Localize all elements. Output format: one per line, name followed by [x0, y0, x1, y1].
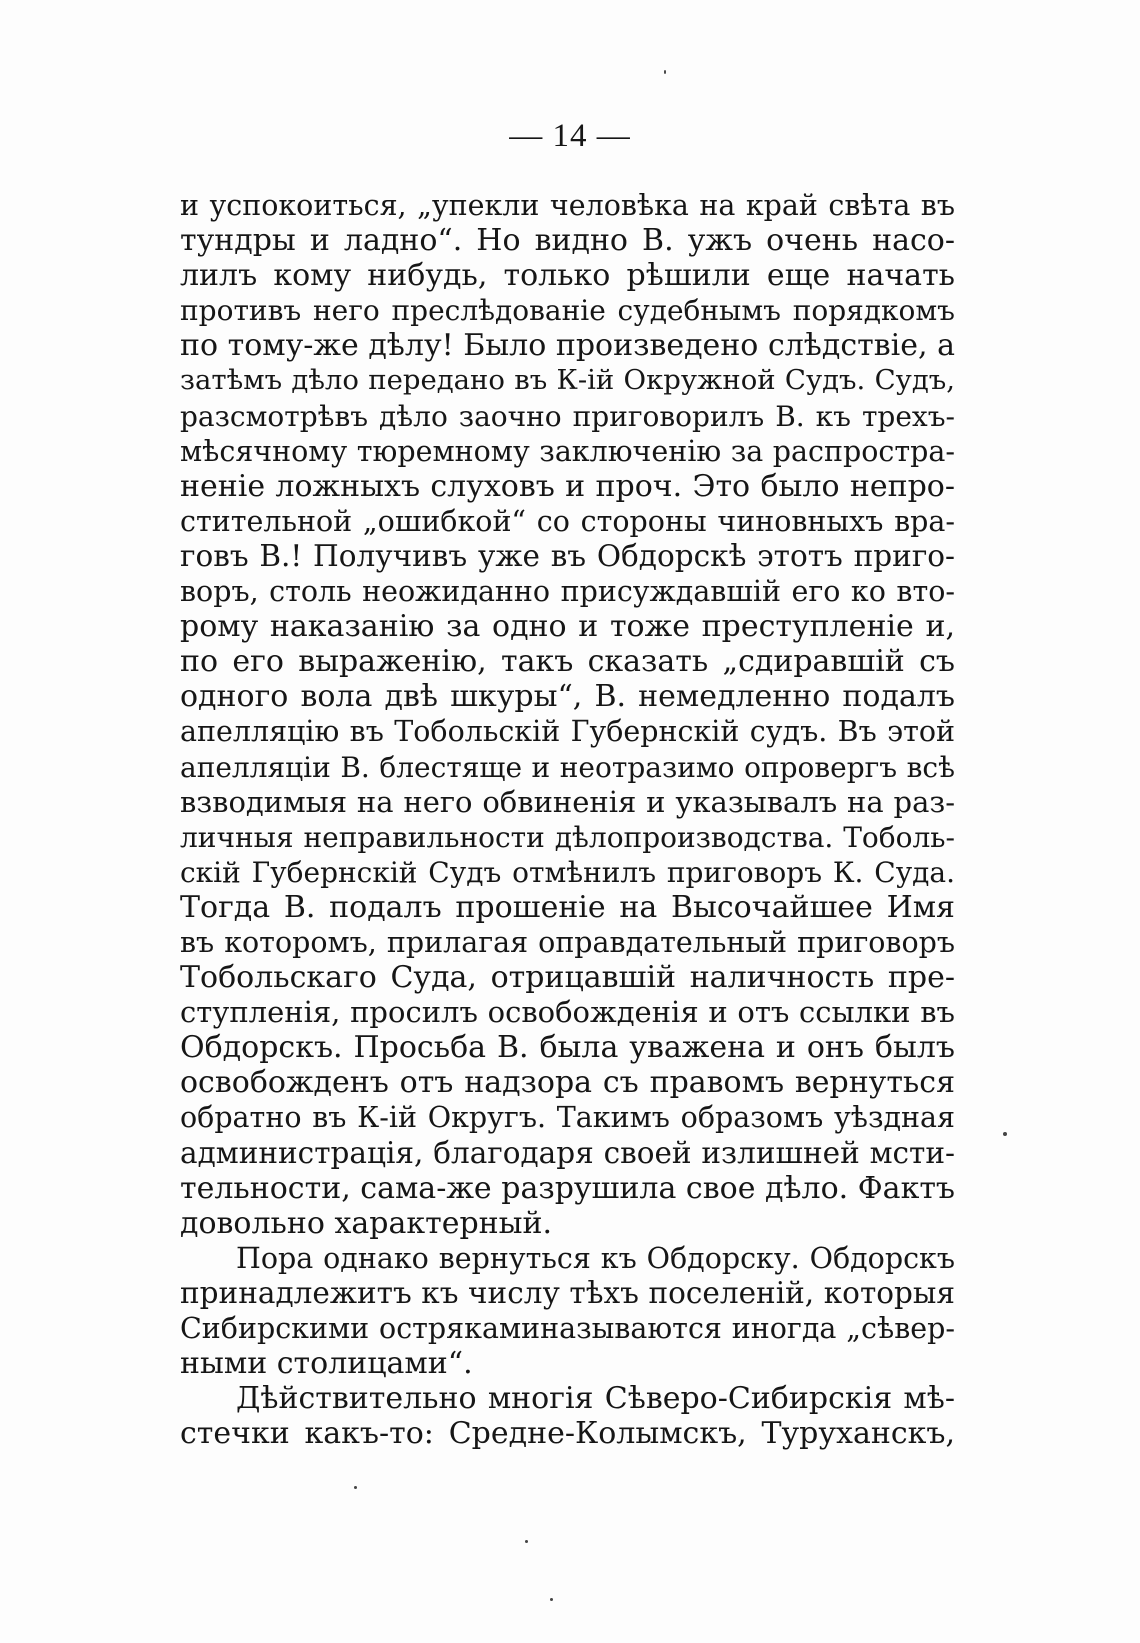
scan-speck: [664, 70, 666, 74]
text-line: одного вола двѣ шкуры“, В. немедленно подалъ: [180, 679, 955, 715]
text-line: противъ него преслѣдованіе судебнымъ порядкомъ: [180, 294, 955, 328]
text-line: Тогда В. подалъ прошеніе на Высочайшее Имя: [180, 889, 955, 925]
text-line: личныя неправильности дѣлопроизводства. Тоболь-: [180, 820, 955, 854]
text-line: лилъ кому нибудь, только рѣшили еще начать: [180, 258, 955, 294]
text-line-paragraph-start: Дѣйствительно многія Сѣверо-Сибирскія мѣ-: [236, 1381, 955, 1417]
text-line: неніе ложныхъ слуховъ и проч. Это было непро-: [180, 468, 955, 504]
scan-speck: [525, 1540, 528, 1543]
text-line: говъ В.! Получивъ уже въ Обдорскѣ этотъ приго-: [180, 538, 955, 573]
text-line: тельности, сама-же разрушила свое дѣло. Фактъ: [180, 1170, 955, 1206]
text-line: Тобольскаго Суда, отрицавшій наличность пре-: [180, 960, 955, 996]
text-line: и успокоиться, „упекли человѣка на край свѣта въ: [180, 189, 955, 222]
text-line: принадлежитъ къ числу тѣхъ поселеній, которыя: [180, 1275, 955, 1310]
text-line: по его выраженію, такъ сказать „сдиравшій съ: [180, 644, 955, 680]
scan-speck: [354, 1486, 357, 1489]
text-line-paragraph-end: ными столицами“.: [180, 1346, 473, 1382]
text-line: освобожденъ отъ надзора съ правомъ вернуться: [180, 1065, 955, 1101]
text-line: стечки какъ-то: Средне-Колымскъ, Туруханскъ,: [180, 1416, 955, 1452]
text-line: воръ, столь неожиданнo присуждавшій его ко вто-: [180, 575, 955, 609]
text-line: апелляцію въ Тобольскій Губернскій судъ. Въ этой: [180, 715, 955, 749]
text-line: апелляціи В. блестяще и неотразимо опровергъ всѣ: [180, 750, 955, 784]
page-number: — 14 —: [509, 118, 631, 154]
text-line: мѣсячному тюремному заключенію за распростра-: [180, 434, 955, 468]
text-line: администрація, благодаря своей излишней мсти-: [180, 1135, 955, 1170]
text-line: Обдорскъ. Просьба В. была уважена и онъ былъ: [180, 1030, 955, 1066]
text-line-paragraph-end: довольно характерный.: [180, 1205, 553, 1241]
text-line: обратнo въ К-ій Округъ. Такимъ образомъ уѣздная: [180, 1101, 955, 1135]
text-line-paragraph-start: Пора однако вернуться къ Обдорску. Обдорскъ: [236, 1241, 955, 1275]
text-line: рому наказанію за одно и тоже преступленіе и,: [180, 609, 955, 645]
text-line: Сибирскими острякаминазываются иногда „сѣвер-: [180, 1312, 955, 1345]
text-line: затѣмъ дѣло передано въ К-ій Окружной Судъ. Судъ,: [180, 364, 955, 397]
text-line: по тому-же дѣлу! Было произведено слѣдствіе, а: [180, 328, 955, 364]
text-line: ступленія, просилъ освобожденія и отъ ссылки въ: [180, 995, 955, 1030]
text-line: стительной „ошибкой“ со стороны чиновныхъ вра-: [180, 504, 955, 538]
scan-speck: [1003, 1132, 1007, 1136]
text-line: тундры и ладно“. Но видно В. ужъ очень насо-: [180, 223, 955, 259]
text-line: скій Губернскій Судъ отмѣнилъ приговоръ К. Суда.: [180, 855, 955, 889]
text-line: въ которомъ, прилагая оправдательный приговоръ: [180, 925, 955, 959]
body-text: [180, 188, 955, 1451]
text-line: взводимыя на него обвиненія и указывалъ на раз-: [180, 784, 955, 819]
scan-speck: [550, 1598, 553, 1601]
text-line: разсмотрѣвъ дѣло заочно приговорилъ В. къ трехъ-: [180, 399, 955, 433]
